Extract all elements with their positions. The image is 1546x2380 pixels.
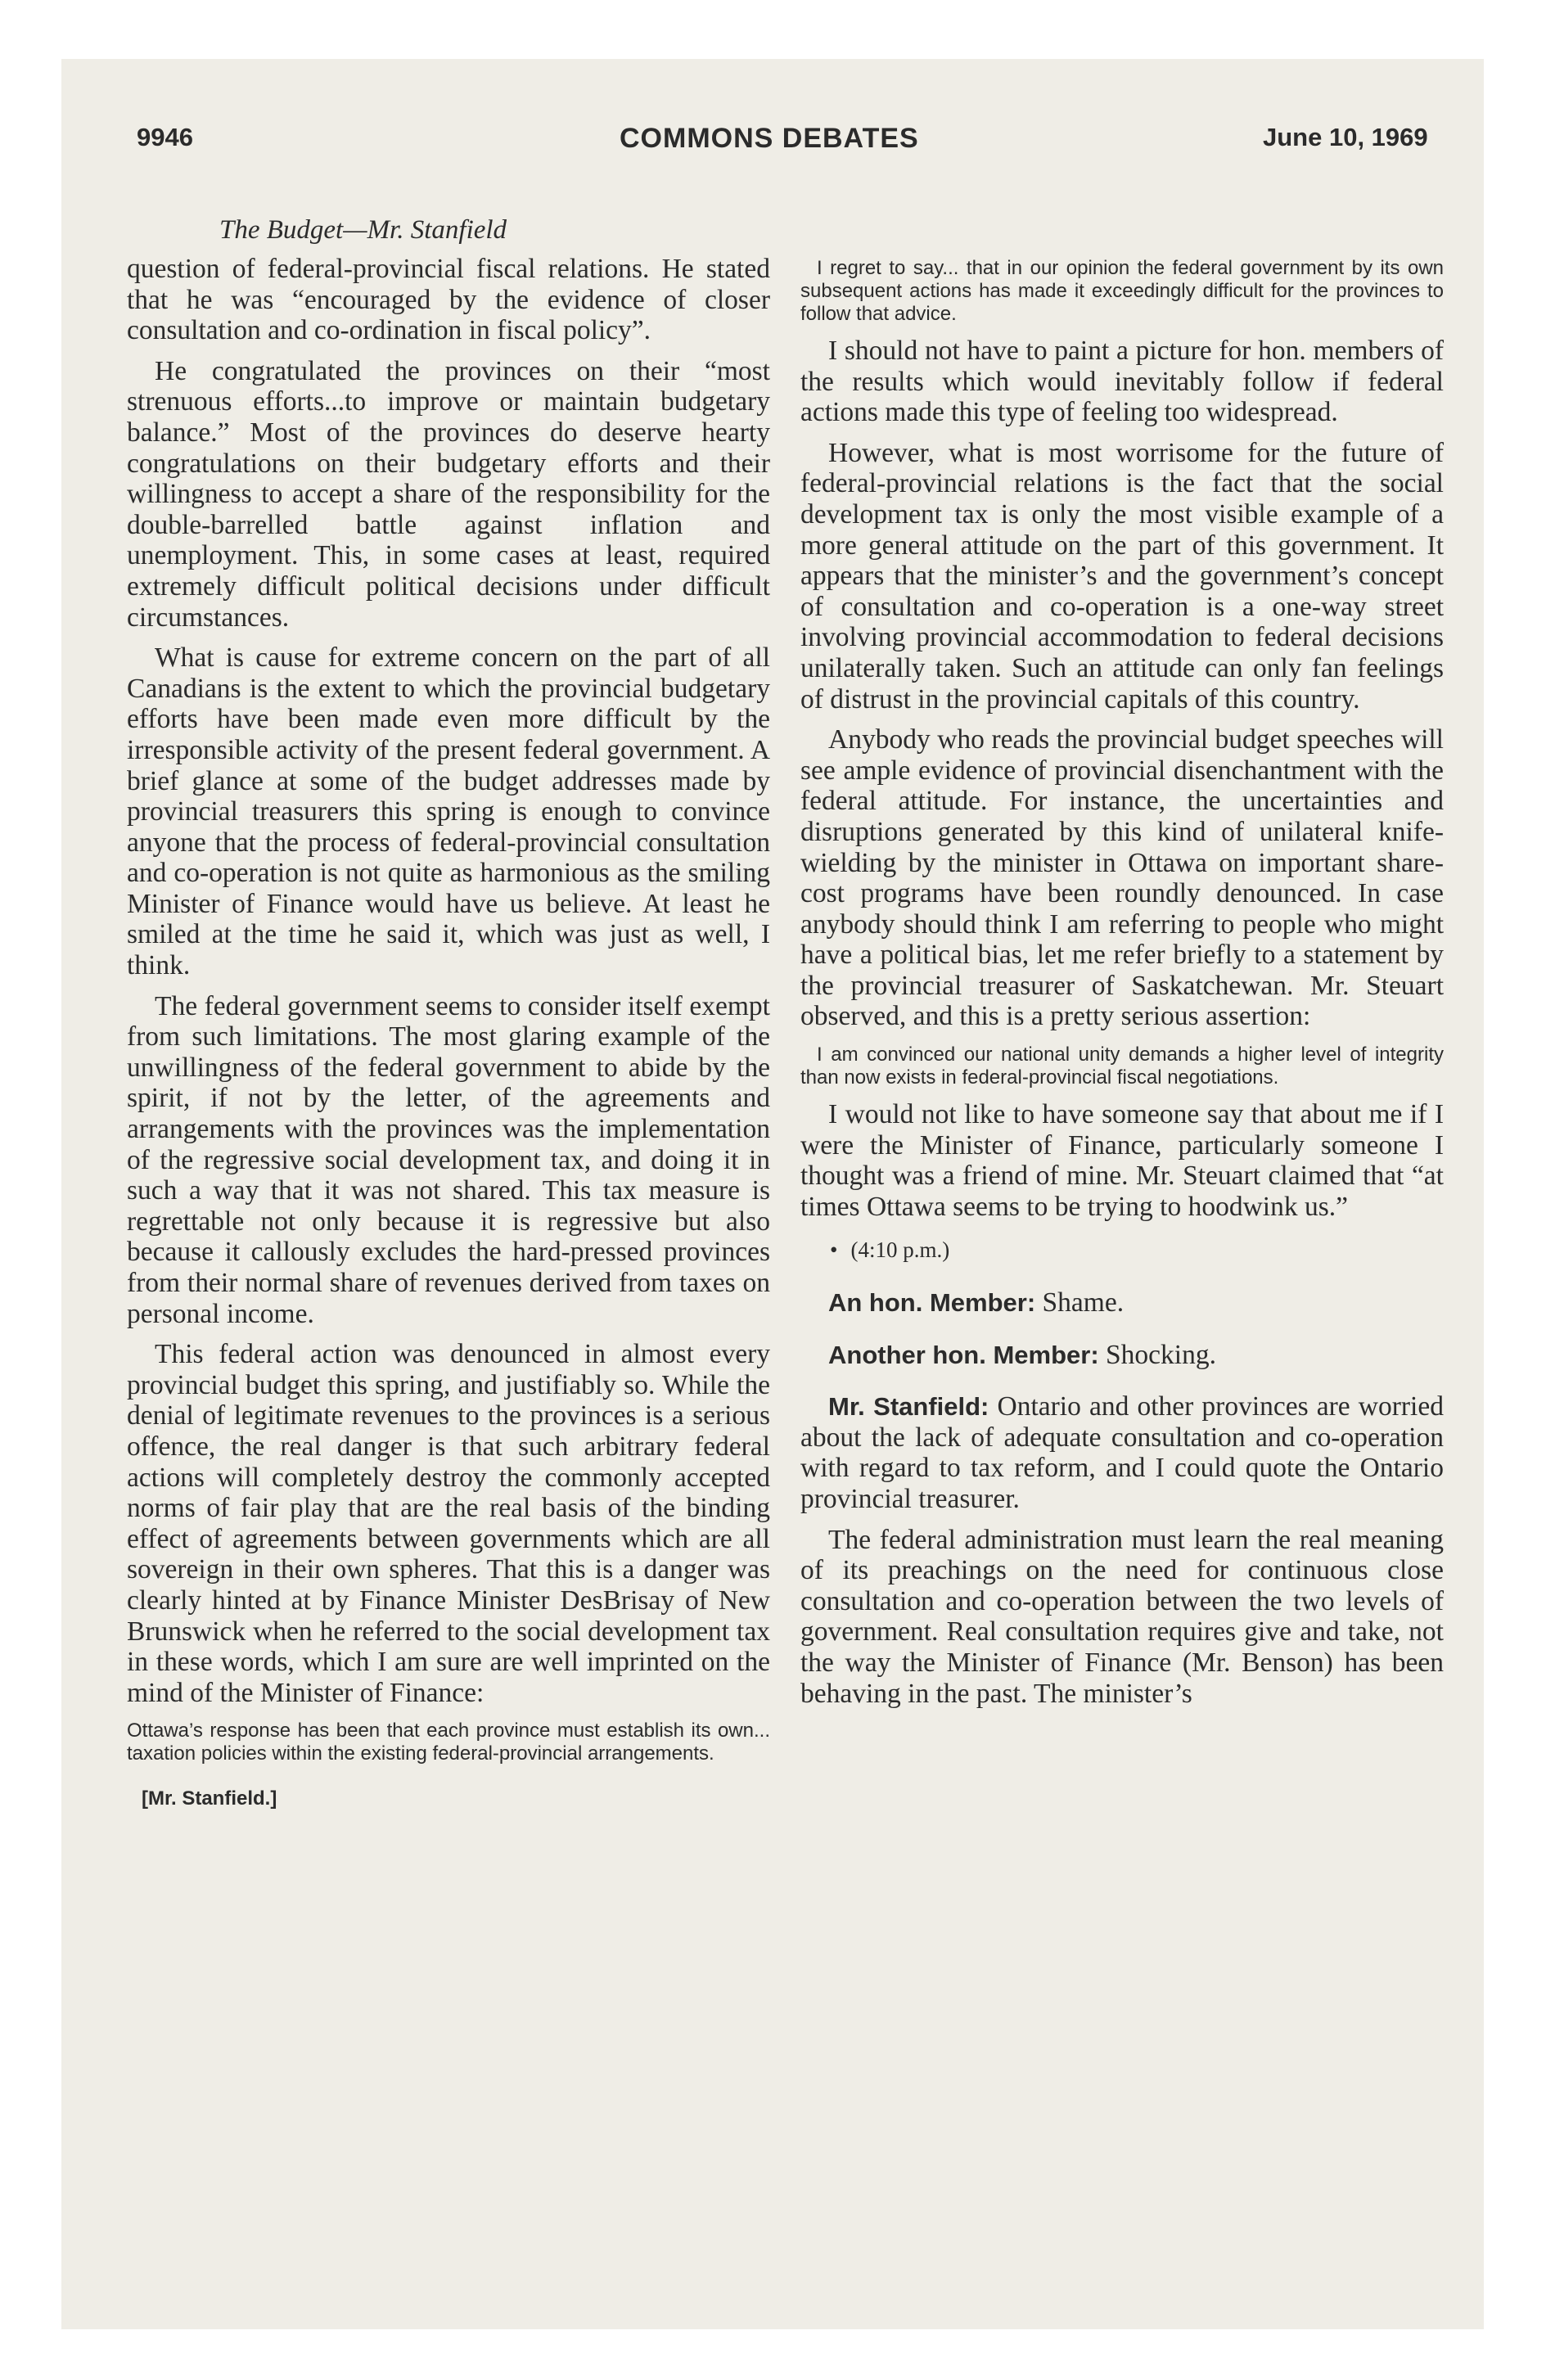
- paragraph: Anybody who reads the provincial budget speeches will see ample evidence of provincial disenchantment with the federal attitude. For instance, the uncertainties and disruptions generated by this kind of unilateral knife-wielding by the minister in Ottawa on important share-cost programs have been roundly denounced. In case anybody should think I am referring to people who might have a political bias, let me refer briefly to a statement by the provincial treasurer of Saskatchewan. Mr. Steuart observed, and this is a pretty serious assertion:: [800, 724, 1444, 1032]
- speaker-name: Another hon. Member:: [828, 1340, 1099, 1369]
- paragraph: What is cause for extreme concern on the part of all Canadians is the extent to which the provincial budgetary efforts have been made even more difficult by the irresponsible activity of the present federal government. A brief glance at some of the budget addresses made by provincial treasurers this spring is enough to convince anyone that the process of federal-provincial consultation and co-operation is not quite as harmonious as the smiling Minister of Finance would have us believe. At least he smiled at the time he said it, which was just as well, I think.: [127, 642, 770, 981]
- paragraph: This federal action was denounced in almost every provincial budget this spring, and justifiably so. While the denial of legitimate revenues to the provinces is a serious offence, the real danger is that such arbitrary federal actions will completely destroy the commonly accepted norms of fair play that are the real basis of the binding effect of agreements between governments which are all sovereign in their own spheres. That this is a danger was clearly hinted at by Finance Minister DesBrisay of New Brunswick when he referred to the social development tax in these words, which I am sure are well imprinted on the mind of the Minister of Finance:: [127, 1339, 770, 1708]
- paragraph: He congratulated the provinces on their “most strenuous efforts...to improve or maintain budgetary balance.” Most of the provinces do deserve hearty congratulations on their budgetary efforts and their willingness to accept a share of the responsibility for the double-barrelled battle against inflation and unemployment. This, in some cases at least, required extremely difficult political decisions under difficult circumstances.: [127, 355, 770, 633]
- timestamp: [800, 1235, 1444, 1266]
- paragraph: I should not have to paint a picture for hon. members of the results which would inevitably follow if federal actions made this type of feeling too widespread.: [800, 336, 1444, 428]
- page-number: 9946: [137, 123, 193, 151]
- speech: [800, 1391, 1444, 1514]
- speech-text: Ontario and other provinces are worried about the lack of adequate consultation and co-operation with regard to tax reform, and I could quote the Ontario provincial treasurer.: [800, 1391, 1444, 1514]
- speech: [800, 1287, 1444, 1318]
- running-head: The Budget—Mr. Stanfield: [219, 215, 507, 245]
- timestamp-text: (4:10 p.m.): [850, 1237, 950, 1263]
- speaker-name: An hon. Member:: [828, 1288, 1036, 1318]
- speaker-name: Mr. Stanfield:: [828, 1392, 989, 1422]
- speech-text: Shame.: [1042, 1287, 1125, 1318]
- speaker-attribution: [Mr. Stanfield.]: [142, 1787, 277, 1810]
- block-quote: I regret to say... that in our opinion the federal government by its own subsequent actions has made it exceedingly difficult for the provinces to follow that advice.: [800, 257, 1444, 325]
- paragraph: question of federal-provincial fiscal relations. He stated that he was “encouraged by the evidence of closer consultation and co-ordination in fiscal policy”.: [127, 254, 770, 346]
- paragraph: The federal administration must learn the real meaning of its preachings on the need for continuous close consultation and co-operation between the two levels of government. Real consultation requires give and take, not the way the Minister of Finance (Mr. Benson) has been behaving in the past. The minister’s: [800, 1524, 1444, 1709]
- page-header: [61, 123, 1484, 172]
- block-quote: Ottawa’s response has been that each province must establish its own... taxation policies within the existing federal-provincial arrangements.: [127, 1720, 770, 1765]
- paragraph: However, what is most worrisome for the future of federal-provincial relations is the fact that the social development tax is only the most visible example of a more general attitude on the part of this government. It appears that the minister’s and the government’s concept of consultation and co-operation is a one-way street involving provincial accommodation to federal decisions unilaterally taken. Such an attitude can only fan feelings of distrust in the provincial capitals of this country.: [800, 437, 1444, 714]
- publication-date: June 10, 1969: [1263, 123, 1428, 151]
- paragraph: I would not like to have someone say that about me if I were the Minister of Finance, particularly someone I thought was a friend of mine. Mr. Steuart claimed that “at times Ottawa seems to be trying to hoodwink us.”: [800, 1099, 1444, 1222]
- left-column: [127, 254, 770, 1814]
- speech: [800, 1340, 1444, 1371]
- bullet-icon: •: [830, 1237, 838, 1263]
- paragraph: The federal government seems to consider itself exempt from such limitations. The most glaring example of the unwillingness of the federal government to abide by the spirit, if not by the letter, of the agreements and arrangements with the provinces was the implementation of the regressive social development tax, and doing it in such a way that it was not shared. This tax measure is regrettable not only because it is regressive but also because it callously excludes the hard-pressed provinces from their normal share of revenues derived from taxes on personal income.: [127, 990, 770, 1329]
- block-quote: I am convinced our national unity demands a higher level of integrity than now exists in federal-provincial fiscal negotiations.: [800, 1044, 1444, 1089]
- right-column: [800, 257, 1444, 1709]
- speech-text: Shocking.: [1106, 1339, 1216, 1370]
- publication-title: COMMONS DEBATES: [620, 123, 919, 154]
